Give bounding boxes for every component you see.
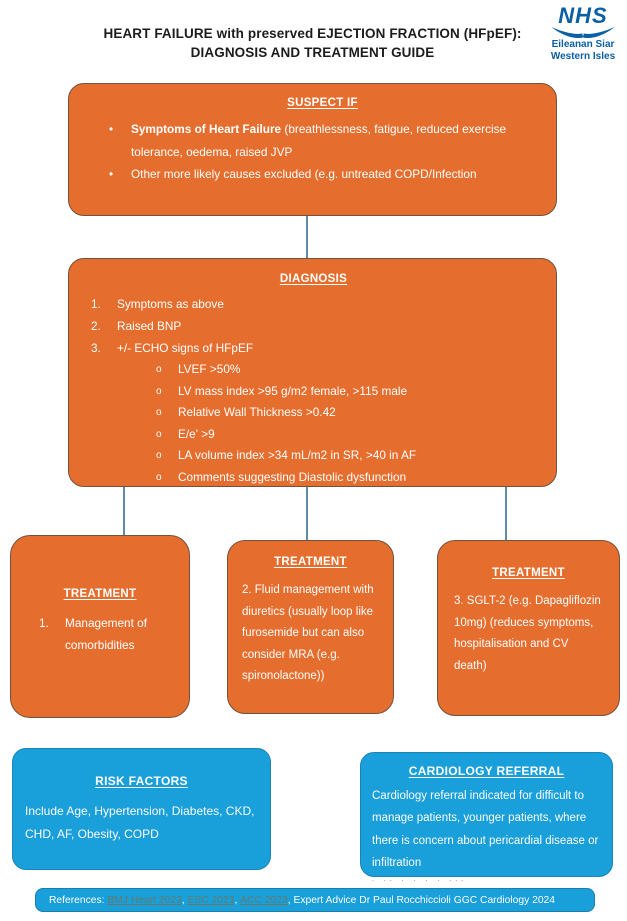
diagnosis-item-text: Symptoms as above [117, 297, 224, 311]
suspect-if-heading: SUSPECT IF [287, 97, 358, 109]
suspect-bullet-2 [109, 163, 536, 186]
risk-factors-box [12, 748, 271, 870]
treatment-box-3 [437, 540, 620, 716]
diagnosis-sub-item-text: LV mass index >95 g/m2 female, >115 male [178, 383, 408, 398]
diagnosis-item-text: Raised BNP [117, 319, 182, 333]
nhs-org-line2: Western Isles [550, 50, 616, 62]
diagnosis-sub-item [91, 402, 536, 424]
list-number: 3. [91, 341, 101, 355]
treatment-box-1 [10, 535, 190, 718]
circle-bullet-icon: o [156, 407, 162, 418]
cardiology-referral-text: Cardiology referral indicated for difficult to manage patients, younger patients, where there is concern about pericardial disease or infiltration [372, 790, 599, 869]
diagnosis-sub-item-text: E/e' >9 [178, 426, 215, 441]
list-number: 1. [91, 297, 101, 311]
page-title-line2: DIAGNOSIS AND TREATMENT GUIDE [190, 45, 435, 60]
cardiology-referral-box [360, 752, 613, 884]
suspect-bullet-1 [109, 118, 536, 163]
connector-diagnosis-treatment2 [306, 487, 308, 541]
list-number: 2. [91, 319, 101, 333]
diagnosis-sub-item [91, 467, 536, 489]
circle-bullet-icon: o [156, 471, 162, 483]
references-separator: , [234, 894, 241, 906]
diagnosis-sub-item-text: Relative Wall Thickness >0.42 [178, 405, 336, 419]
nhs-org-line1: Eileanan Siar [551, 39, 615, 50]
references-separator: , [181, 894, 188, 906]
treatment-3-text: 3. SGLT-2 (e.g. Dapagliflozin 10mg) (reduces symptoms, hospitalisation and CV death) [454, 595, 601, 672]
treatment-3-heading: TREATMENT [492, 567, 565, 579]
circle-bullet-icon: o [156, 450, 162, 461]
treatment-1-text: Management of comorbidities [65, 616, 147, 652]
reference-link-acc[interactable]: ACC 2023 [240, 894, 288, 906]
circle-bullet-icon: o [156, 385, 162, 397]
suspect-bullet-1-text: Symptoms of Heart Failure (breathlessness, fatigue, reduced exercise tolerance, oedema, raised JVP [131, 122, 507, 159]
page-title [68, 24, 557, 62]
suspect-bullet-2-text: Other more likely causes excluded (e.g. untreated COPD/Infection [131, 167, 477, 181]
diagnosis-item [91, 293, 536, 315]
bullet-icon: • [109, 122, 114, 136]
risk-factors-heading: RISK FACTORS [95, 774, 188, 788]
page-title-line1: HEART FAILURE with preserved EJECTION FRACTION (HFpEF): [103, 26, 522, 41]
diagnosis-box [68, 258, 557, 487]
circle-bullet-icon: o [156, 364, 162, 375]
diagnosis-sub-item-text: LVEF >50% [178, 362, 241, 376]
treatment-2-text: 2. Fluid management with diuretics (usually loop like furosemide but can also consider MRA (e.g. spironolactone)) [242, 584, 374, 682]
list-number: 1. [39, 616, 49, 630]
risk-factors-text: Include Age, Hypertension, Diabetes, CKD, CHD, AF, Obesity, COPD [25, 804, 255, 841]
diagnosis-sub-item [91, 424, 536, 446]
diagnosis-item-text: +/- ECHO signs of HFpEF [117, 341, 254, 355]
circle-bullet-icon: o [156, 428, 162, 440]
diagnosis-sub-item-text: LA volume index >34 mL/m2 in SR, >40 in AF [178, 448, 417, 462]
treatment-1-heading: TREATMENT [63, 588, 137, 600]
diagnosis-sub-item-text: Comments suggesting Diastolic dysfunction [178, 469, 407, 484]
diagnosis-item [91, 337, 536, 359]
references-bar [35, 888, 595, 912]
bullet-icon: • [109, 167, 114, 181]
treatment-1-item [25, 612, 175, 656]
diagnosis-item [91, 315, 536, 337]
connector-diagnosis-treatment1 [123, 487, 125, 536]
treatment-2-heading: TREATMENT [274, 556, 347, 568]
reference-link-bmj[interactable]: BMJ Heart 2023 [107, 894, 182, 906]
diagnosis-heading: DIAGNOSIS [279, 273, 348, 285]
references-prefix: References: [49, 894, 108, 906]
diagnosis-sub-item [91, 359, 536, 381]
suspect-if-box [68, 83, 557, 216]
reference-link-esc[interactable]: ESC 2023 [187, 894, 235, 906]
clipped-text-fragments: . .. . . . . ... [372, 876, 468, 884]
treatment-box-2 [227, 540, 394, 714]
connector-diagnosis-treatment3 [505, 487, 507, 541]
diagnosis-sub-item [91, 445, 536, 467]
references-suffix: , Expert Advice Dr Paul Rocchiccioli GGC Cardiology 2024 [287, 894, 555, 906]
nhs-logo [542, 3, 624, 62]
diagnosis-sub-item [91, 381, 536, 403]
cardiology-referral-heading: CARDIOLOGY REFERRAL [408, 764, 565, 778]
connector-suspect-diagnosis [306, 216, 308, 258]
nhs-logo-text: NHS [558, 3, 608, 28]
